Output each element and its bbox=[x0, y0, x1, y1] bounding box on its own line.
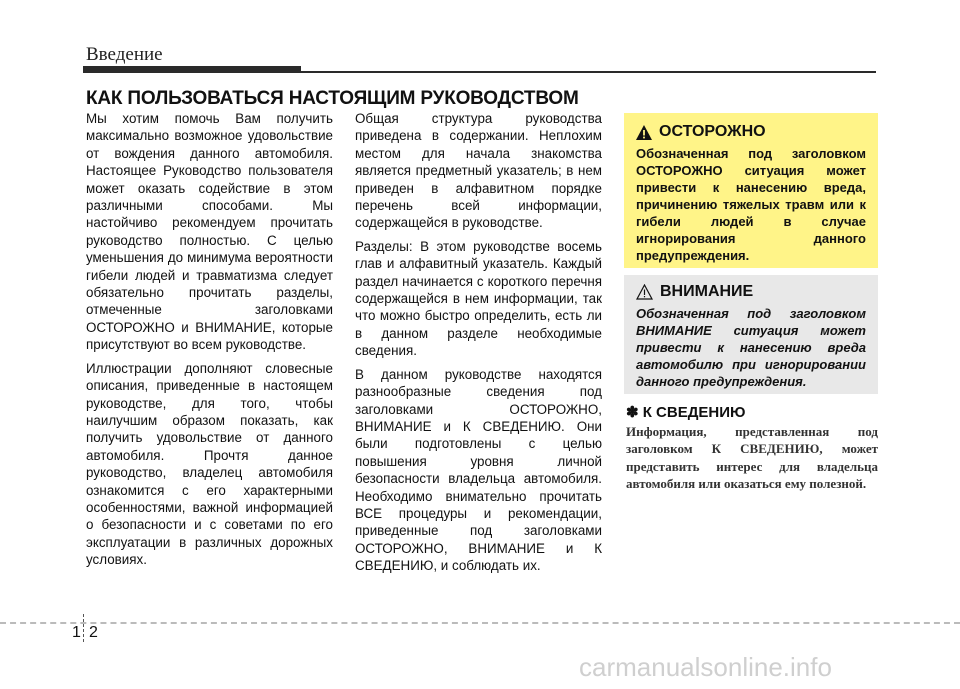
warning-triangle-icon bbox=[636, 125, 652, 140]
footer-dashed-line bbox=[0, 622, 960, 624]
warning-text: Обозначенная под заголовком ОСТОРОЖНО ситуация может привести к нанесению вреда, причинению тяжелых травм или к гибели людей в случае игнорирования данного предупреждения. bbox=[636, 146, 866, 263]
warning-title-label: ОСТОРОЖНО bbox=[659, 123, 766, 140]
caution-box bbox=[624, 275, 878, 394]
page-divider bbox=[83, 614, 84, 642]
text-column-2 bbox=[355, 110, 602, 581]
text-column-1 bbox=[86, 110, 333, 575]
header-rule bbox=[83, 71, 876, 73]
paragraph: Мы хотим помочь Вам получить максимально возможное удовольствие от вождения данного автомобиля. Настоящее Руководство пользователя может оказать содействие в этом различными способами. Мы настойчиво рекомендуем прочитать руководство полностью. С целью уменьшения до минимума вероятности гибели людей и травматизма следует обязательно прочитать разделы, отмеченные заголовками ОСТОРОЖНО и ВНИМАНИЕ, которые присутствуют во всем руководстве. bbox=[86, 111, 333, 353]
warning-title bbox=[636, 123, 866, 141]
paragraph: В данном руководстве находятся разнообразные сведения под заголовками ОСТОРОЖНО, ВНИМАНИЕ и К СВЕДЕНИЮ. Они были подготовлены с целью повышения уровня личной безопасности владельца автомобиля. Необходимо внимательно прочитать ВСЕ процедуры и рекомендации, приведенные под заголовками ОСТОРОЖНО, ВНИМАНИЕ и К СВЕДЕНИЮ, и соблюдать их. bbox=[355, 366, 602, 574]
paragraph: Разделы: В этом руководстве восемь глав и алфавитный указатель. Каждый раздел начинается с короткого перечня содержащейся в нем информации, так что можно быстро определить, есть ли в данном разделе необходимые сведения. bbox=[355, 238, 602, 359]
warning-box bbox=[624, 113, 878, 268]
caution-triangle-icon bbox=[636, 284, 653, 300]
caution-text: Обозначенная под заголовком ВНИМАНИЕ ситуация может привести к нанесению вреда автомобилю при игнорировании данного предупреждения. bbox=[636, 306, 866, 389]
info-title: ✽ К СВЕДЕНИЮ bbox=[626, 404, 746, 421]
chapter-number: 1 bbox=[72, 624, 81, 641]
paragraph: Иллюстрации дополняют словесные описания, приведенные в настоящем руководстве, для того, чтобы наилучшим образом показать, как получить удовольствие от данного автомобиля. Прочтя данное руководство, владелец автомобиля ознакомится с его характерными особенностями, важной информацией о безопасности и с советами по его эксплуатации в различных дорожных условиях. bbox=[86, 360, 333, 568]
page-number: 2 bbox=[89, 624, 98, 641]
page-heading: КАК ПОЛЬЗОВАТЬСЯ НАСТОЯЩИМ РУКОВОДСТВОМ bbox=[86, 88, 579, 109]
info-text: Информация, представленная под заголовком К СВЕДЕНИЮ, может представить интерес для владельца автомобиля или оказаться ему полезной. bbox=[626, 424, 878, 491]
section-title: Введение bbox=[86, 44, 163, 65]
caution-title bbox=[636, 283, 866, 301]
caution-title-label: ВНИМАНИЕ bbox=[660, 283, 754, 300]
watermark: carmanualsonline.info bbox=[579, 652, 832, 682]
paragraph: Общая структура руководства приведена в содержании. Неплохим местом для начала знакомства является предметный указатель; в нем приведен в алфавитном порядке перечень всей информации, содержащейся в руководстве. bbox=[355, 111, 602, 231]
